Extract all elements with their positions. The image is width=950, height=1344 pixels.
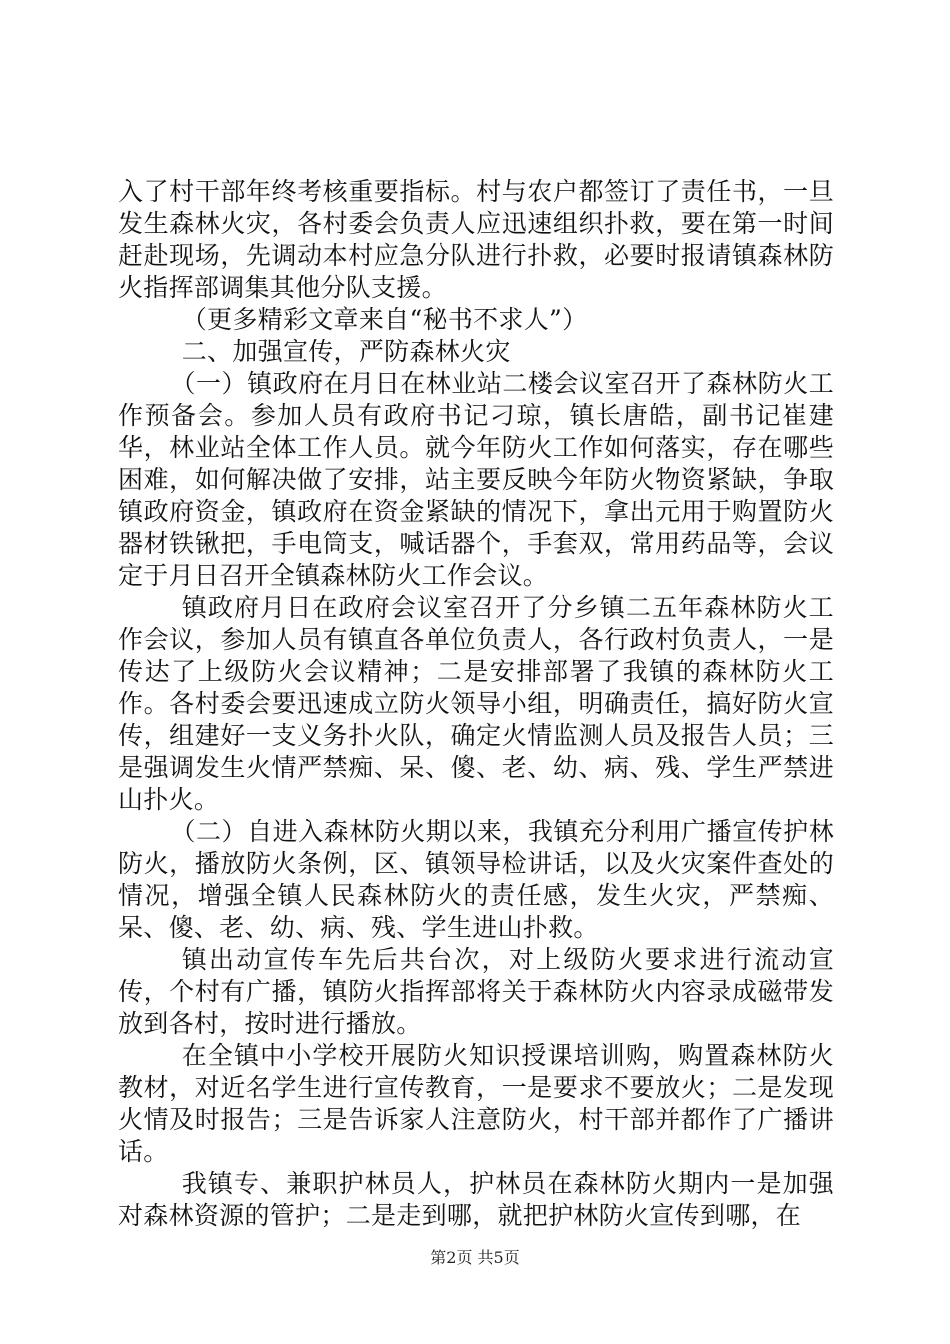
paragraph: 在全镇中小学校开展防火知识授课培训购，购置森林防火教材，对近名学生进行宣传教育，一是要求不要放火；二是发现火情及时报告；三是告诉家人注意防火，村干部并都作了广播讲话。	[118, 1041, 834, 1166]
section-heading: 二、加强宣传，严防森林火灾	[181, 337, 511, 366]
paragraph: 镇出动宣传车先后共台次，对上级防火要求进行流动宣传，个村有广播，镇防火指挥部将关于森林防火内容录成磁带发放到各村，按时进行播放。	[118, 945, 834, 1038]
paragraph-item-1: （一）镇政府在月日在林业站二楼会议室召开了森林防火工作预备会。参加人员有政府书记刁琼，镇长唐皓，副书记崔建华，林业站全体工作人员。就今年防火工作如何落实，存在哪些困难，如何解决做了安排，站主要反映今年防火物资紧缺，争取镇政府资金，镇政府在资金紧缺的情况下，拿出元用于购置防火器材铁锹把，手电筒支，喊话器个，手套双，常用药品等，会议定于月日召开全镇森林防火工作会议。	[118, 369, 834, 590]
paragraph: 我镇专、兼职护林员人，护林员在森林防火期内一是加强对森林资源的管护；二是走到哪，就把护林防火宣传到哪，在	[118, 1169, 834, 1230]
page-number: 第2页 共5页	[430, 1248, 520, 1267]
document-body	[118, 176, 834, 1232]
paragraph-item-2: （二）自进入森林防火期以来，我镇充分利用广播宣传护林防火，播放防火条例，区、镇领导检讲话，以及火灾案件查处的情况，增强全镇人民森林防火的责任感，发生火灾，严禁痴、呆、傻、老、幼、病、残、学生进山扑救。	[118, 817, 834, 942]
paragraph-source-note: （更多精彩文章来自“秘书不求人”）	[181, 305, 588, 334]
paragraph: 镇政府月日在政府会议室召开了分乡镇二五年森林防火工作会议，参加人员有镇直各单位负责人，各行政村负责人，一是传达了上级防火会议精神；二是安排部署了我镇的森林防火工作。各村委会要迅速成立防火领导小组，明确责任，搞好防火宣传，组建好一支义务扑火队，确定火情监测人员及报告人员；三是强调发生火情严禁痴、呆、傻、老、幼、病、残、学生严禁进山扑火。	[118, 593, 834, 814]
paragraph-continuation: 入了村干部年终考核重要指标。村与农户都签订了责任书，一旦发生森林火灾，各村委会负责人应迅速组织扑救，要在第一时间赶赴现场，先调动本村应急分队进行扑救，必要时报请镇森林防火指挥部调集其他分队支援。	[118, 177, 834, 302]
